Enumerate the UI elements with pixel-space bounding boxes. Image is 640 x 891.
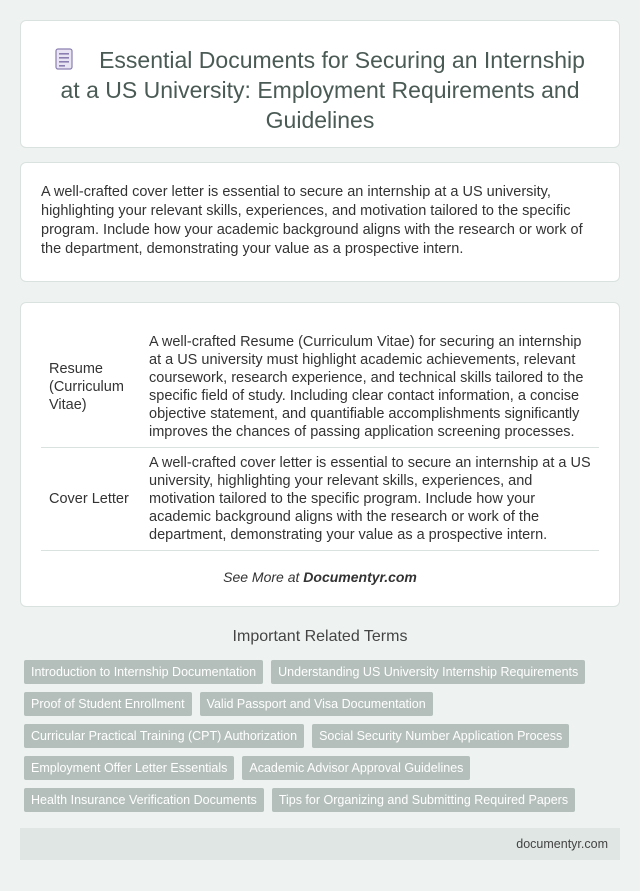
document-icon <box>55 48 73 70</box>
document-description: A well-crafted Resume (Curriculum Vitae) for securing an internship at a US university must highlight academic achievements, relevant coursework, research experience, and technical skills tailored to the specific field of study. Including clear contact information, a concise objective statement, and quantifiable accomplishments significantly improves the chances of passing application screening processes. <box>149 334 584 440</box>
related-term-tag[interactable]: Employment Offer Letter Essentials <box>24 756 234 780</box>
document-term: Cover Letter <box>49 491 129 507</box>
related-term-tag[interactable]: Social Security Number Application Process <box>312 724 569 748</box>
related-term-tag[interactable]: Tips for Organizing and Submitting Required Papers <box>272 788 575 812</box>
document-description: A well-crafted cover letter is essential to secure an internship at a US university, highlighting your relevant skills, experiences, and motivation tailored to the specific program. Include how your academic background aligns with the research or work of the department, demonstrating your value as a prospective intern. <box>149 455 591 543</box>
related-term-tag[interactable]: Understanding US University Internship Requirements <box>271 660 585 684</box>
see-more-site: Documentyr.com <box>303 569 417 585</box>
table-row <box>41 327 599 448</box>
related-term-tag[interactable]: Valid Passport and Visa Documentation <box>200 692 433 716</box>
table-row <box>41 448 599 551</box>
related-terms-heading: Important Related Terms <box>232 628 408 645</box>
see-more-link[interactable] <box>21 569 619 585</box>
title-card <box>20 20 620 148</box>
page-title-text: Essential Documents for Securing an Internship at a US University: Employment Requirements and Guidelines <box>60 47 585 133</box>
related-terms-list <box>24 660 624 820</box>
document-term: Resume (Curriculum Vitae) <box>49 361 124 413</box>
footer-site[interactable]: documentyr.com <box>516 837 608 851</box>
page-title <box>51 45 589 135</box>
related-term-tag[interactable]: Academic Advisor Approval Guidelines <box>242 756 470 780</box>
related-term-tag[interactable]: Introduction to Internship Documentation <box>24 660 263 684</box>
related-term-tag[interactable]: Curricular Practical Training (CPT) Authorization <box>24 724 304 748</box>
related-term-tag[interactable]: Proof of Student Enrollment <box>24 692 192 716</box>
intro-card <box>20 162 620 282</box>
related-term-tag[interactable]: Health Insurance Verification Documents <box>24 788 264 812</box>
documents-table <box>41 327 599 551</box>
footer <box>20 828 620 860</box>
intro-text: A well-crafted cover letter is essential to secure an internship at a US university, highlighting your relevant skills, experiences, and motivation tailored to the specific program. Include how your academic background aligns with the research or work of the department, demonstrating your value as a prospective intern. <box>41 184 583 257</box>
see-more-prefix: See More at <box>223 569 304 585</box>
documents-card <box>20 302 620 607</box>
